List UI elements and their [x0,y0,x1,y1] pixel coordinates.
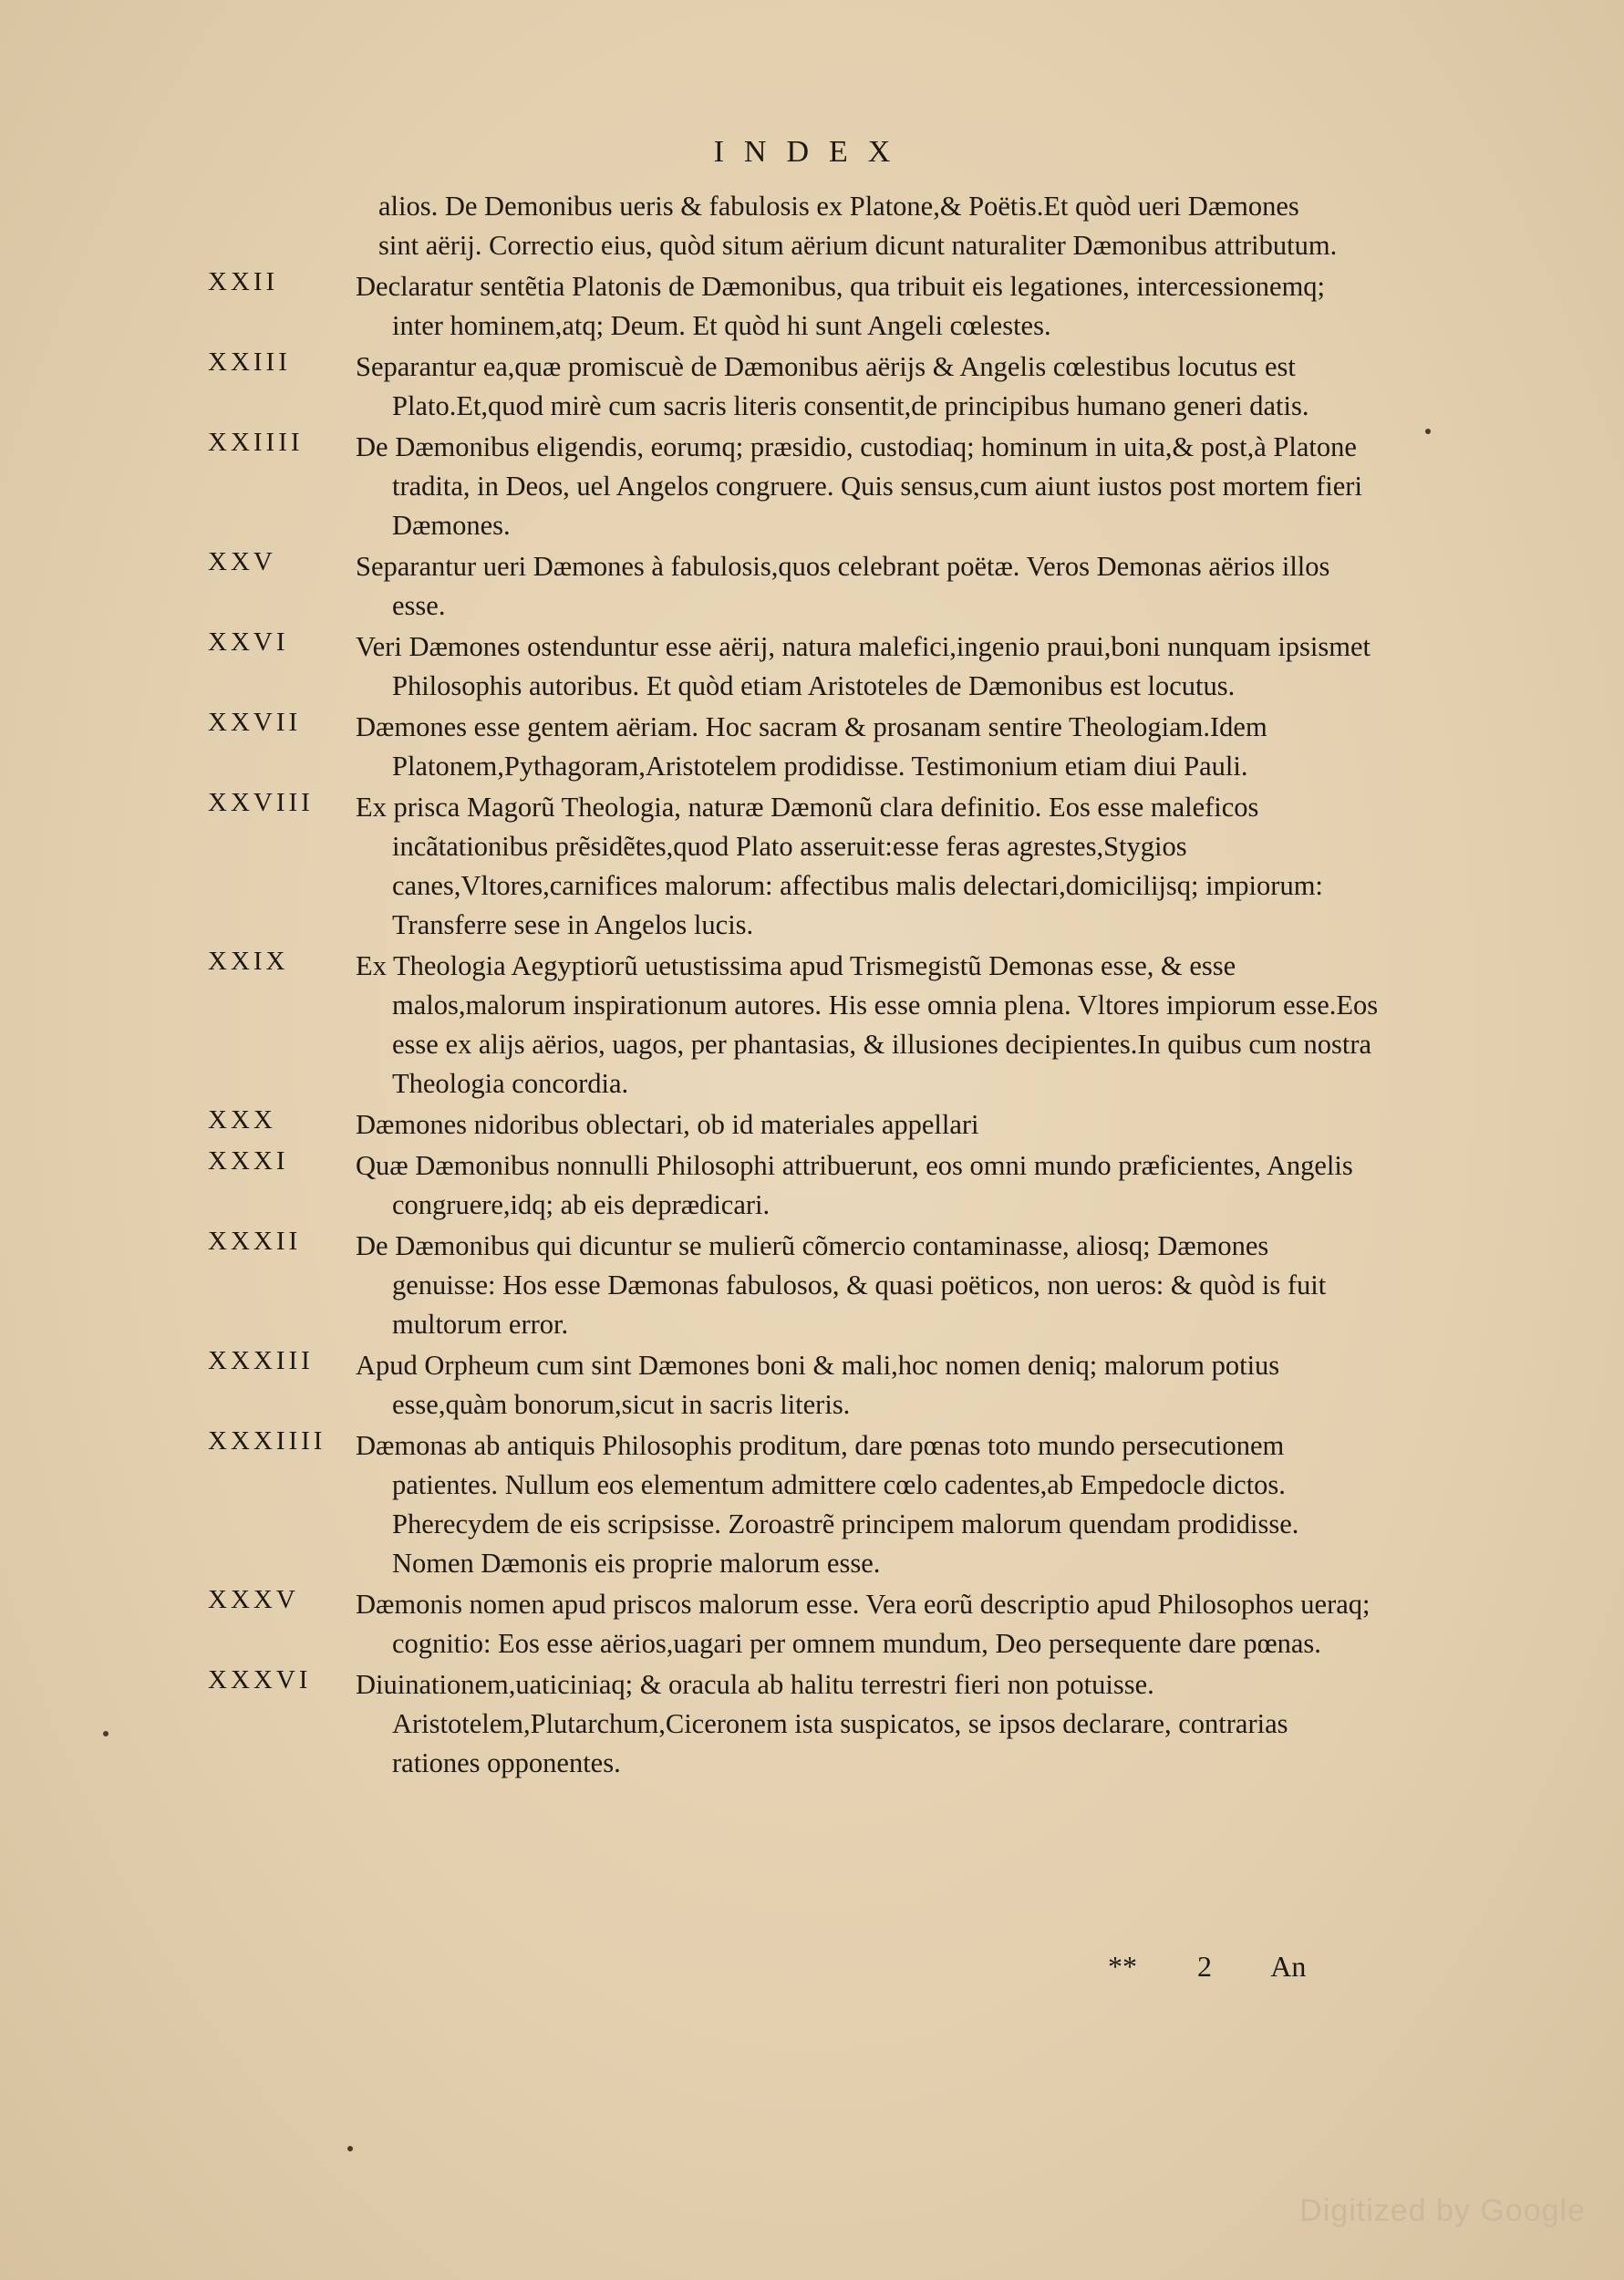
entry-numeral: XXIII [208,347,291,377]
entry-numeral: XXX [208,1105,276,1135]
index-entry [0,428,1624,545]
index-entry [0,1227,1624,1344]
entry-numeral: XXIIII [208,428,304,457]
catchword: An [1270,1950,1307,1983]
entry-text: Ex prisca Magorũ Theologia, naturæ Dæmonũ clara definitio. Eos esse maleficos incãtationibus prẽsidẽtes,quod Plato asseruit:esse feras agrestes,Stygios canes,Vltores,carnifices malorum: affectibus malis delectari,domicilijsq; impiorum: Transferre sese in Angelos lucis. [356,792,1323,940]
entry-text: Dæmonis nomen apud priscos malorum esse. Vera eorũ descriptio apud Philosophos ueraq; cognitio: Eos esse aërios,uagari per omnem mundum, Deo persequente dare pœnas. [356,1589,1371,1659]
entry-text: Apud Orpheum cum sint Dæmones boni & mali,hoc nomen deniq; malorum potius esse,quàm bonorum,sicut in sacris literis. [356,1350,1280,1420]
index-entry [0,788,1624,945]
entry-text: De Dæmonibus eligendis, eorumq; præsidio, custodiaq; hominum in uita,& post,à Platone tradita, in Deos, uel Angelos congruere. Quis sensus,cum aiunt iustos post mortem fieri Dæmones. [356,431,1362,541]
index-entry [0,1426,1624,1583]
entry-text: Diuinationem,uaticiniaq; & oracula ab halitu terrestri fieri non potuisse. Aristotelem,Plutarchum,Ciceronem ista suspicatos, se ipsos declarare, contrarias rationes opponentes. [356,1669,1288,1778]
index-entry [0,627,1624,706]
ink-speck [347,2146,353,2151]
entry-numeral: XXXIIII [208,1426,326,1456]
index-entry [0,708,1624,786]
entry-numeral: XXXII [208,1227,302,1256]
entry-numeral: XXIX [208,947,289,976]
index-entry [0,347,1624,426]
index-entry [0,1105,1624,1145]
entry-numeral: XXXIII [208,1346,314,1375]
index-entries [0,187,1624,1785]
entry-text: Dæmones esse gentem aëriam. Hoc sacram & prosanam sentire Theologiam.Idem Platonem,Pythagoram,Aristotelem prodidisse. Testimonium etiam diui Pauli. [356,711,1267,782]
entry-text: Ex Theologia Aegyptiorũ uetustissima apud Trismegistũ Demonas esse, & esse malos,malorum inspirationum autores. His esse omnia plena. Vltores impiorum esse.Eos esse ex alijs aërios, uagos, per phantasias, & illusiones decipientes.In quibus cum nostra Theologia concordia. [356,950,1379,1099]
entry-text: De Dæmonibus qui dicuntur se mulierũ cõmercio contaminasse, aliosq; Dæmones genuisse: Hos esse Dæmonas fabulosos, & quasi poëticos, non ueros: & quòd is fuit multorum error. [356,1230,1327,1340]
entry-numeral: XXXV [208,1585,299,1614]
entry-text: Separantur ea,quæ promiscuè de Dæmonibus aërijs & Angelis cœlestibus locutus est Plato.Et,quod mirè cum sacris literis consentit,de principibus humano generi datis. [356,351,1309,421]
page-title: INDEX [713,135,911,169]
signature-mark: ** [1108,1950,1137,1983]
entry-text: Veri Dæmones ostenduntur esse aërij, natura malefici,ingenio praui,boni nunquam ipsismet Philosophis autoribus. Et quòd etiam Aristoteles de Dæmonibus est locutus. [356,631,1371,701]
entry-text: Dæmones nidoribus oblectari, ob id materiales appellari [356,1109,979,1140]
index-entry [0,547,1624,626]
index-entry [0,1665,1624,1783]
entry-numeral: XXII [208,267,279,296]
page-signature [1108,1950,1359,1984]
entry-numeral: XXVI [208,627,289,657]
entry-numeral: XXVIII [208,788,314,817]
entry-text: Quæ Dæmonibus nonnulli Philosophi attribuerunt, eos omni mundo præficientes, Angelis congruere,idq; ab eis deprædicari. [356,1150,1353,1220]
entry-numeral: XXVII [208,708,302,737]
index-entry [0,947,1624,1104]
index-entry [0,267,1624,346]
ink-speck [103,1731,109,1736]
ink-speck [1425,429,1431,434]
digitized-watermark: Digitized by Google [1299,2193,1586,2228]
index-entry [0,1346,1624,1425]
entry-text: Dæmonas ab antiquis Philosophis proditum, dare pœnas toto mundo persecutionem patientes. Nullum eos elementum admittere cœlo cadentes,ab Empedocle dictos. Pherecydem de eis scripsisse. Zoroastrẽ principem malorum quendam prodidisse. Nomen Dæmonis eis proprie malorum esse. [356,1430,1299,1579]
entry-numeral: XXV [208,547,276,576]
entry-numeral: XXXI [208,1146,289,1176]
index-entry [0,187,1624,265]
index-entry [0,1146,1624,1225]
entry-text: Separantur ueri Dæmones à fabulosis,quos celebrant poëtæ. Veros Demonas aërios illos esse. [356,551,1330,621]
entry-numeral: XXXVI [208,1665,312,1694]
entry-text: alios. De Demonibus ueris & fabulosis ex Platone,& Poëtis.Et quòd ueri Dæmones sint aërij. Correctio eius, quòd situm aërium dicunt naturaliter Dæmonibus attributum. [378,191,1338,261]
signature-number: 2 [1197,1950,1212,1983]
entry-text: Declaratur sentẽtia Platonis de Dæmonibus, qua tribuit eis legationes, intercessionemq; inter hominem,atq; Deum. Et quòd hi sunt Angeli cœlestes. [356,271,1326,341]
index-entry [0,1585,1624,1663]
